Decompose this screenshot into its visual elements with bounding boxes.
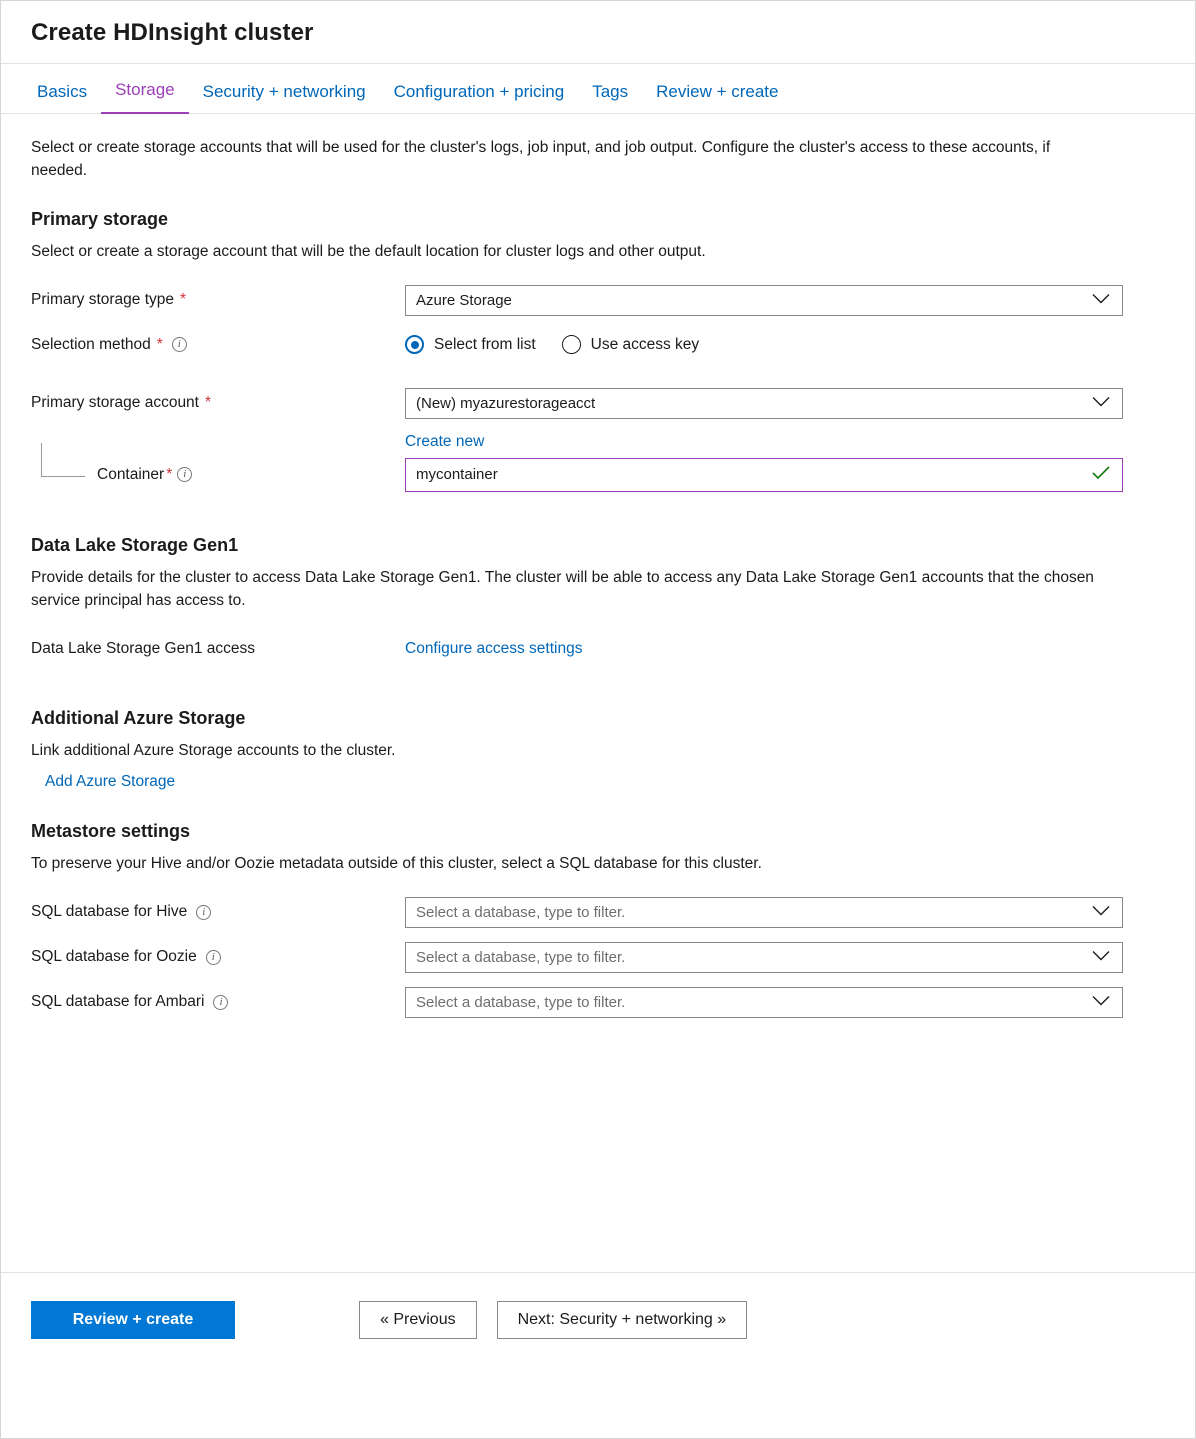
info-icon[interactable]: i <box>213 995 228 1010</box>
info-icon[interactable]: i <box>172 337 187 352</box>
primary-storage-type-label <box>31 291 405 309</box>
sql-database-oozie-select[interactable] <box>405 942 1123 973</box>
sql-database-ambari-label <box>31 993 405 1011</box>
info-icon[interactable]: i <box>196 905 211 920</box>
data-lake-access-label-text: Data Lake Storage Gen1 access <box>31 640 256 658</box>
primary-storage-account-value: (New) myazurestorageacct <box>416 394 596 412</box>
chevron-down-icon <box>1092 994 1110 1011</box>
selection-method-radio-group <box>405 335 699 354</box>
chevron-down-icon <box>1092 904 1110 921</box>
primary-storage-account-label <box>31 394 405 412</box>
additional-storage-description: Link additional Azure Storage accounts to the cluster. <box>31 742 396 760</box>
checkmark-icon <box>1092 466 1110 484</box>
tab-tags[interactable]: Tags <box>592 82 629 101</box>
create-new-link[interactable]: Create new <box>405 432 485 450</box>
container-input[interactable] <box>405 458 1123 492</box>
radio-select-from-list-label: Select from list <box>434 335 536 353</box>
tab-basics[interactable]: Basics <box>37 82 88 101</box>
required-asterisk: * <box>166 465 173 483</box>
sql-database-oozie-label <box>31 948 405 966</box>
primary-storage-type-value: Azure Storage <box>416 291 512 309</box>
storage-tab-content <box>1 114 1195 1269</box>
radio-select-from-list[interactable] <box>405 335 536 354</box>
radio-indicator[interactable] <box>562 335 581 354</box>
additional-storage-heading: Additional Azure Storage <box>31 708 246 729</box>
primary-storage-description: Select or create a storage account that will be the default location for cluster logs and other output. <box>31 242 706 260</box>
sql-database-oozie-label-text: SQL database for Oozie <box>31 948 197 966</box>
primary-storage-type-row <box>31 285 1165 316</box>
sql-database-hive-label <box>31 903 405 921</box>
primary-storage-heading: Primary storage <box>31 208 169 229</box>
intro-text: Select or create storage accounts that will be used for the cluster's logs, job input, and job output. Configure the cluster's access to these accounts, if needed. <box>31 139 1051 180</box>
create-new-storage-account-row <box>405 433 1165 451</box>
next-button[interactable]: Next: Security + networking » <box>497 1301 748 1339</box>
review-create-button[interactable]: Review + create <box>31 1301 235 1339</box>
sql-database-oozie-placeholder: Select a database, type to filter. <box>416 948 626 966</box>
sql-database-hive-label-text: SQL database for Hive <box>31 903 188 921</box>
primary-storage-type-select[interactable] <box>405 285 1123 316</box>
primary-storage-account-select[interactable] <box>405 388 1123 419</box>
footer-action-bar <box>1 1272 1195 1438</box>
data-lake-access-row <box>31 634 1165 664</box>
required-asterisk: * <box>205 394 212 412</box>
primary-storage-account-label-text: Primary storage account <box>31 394 199 412</box>
page-title: Create HDInsight cluster <box>31 19 314 46</box>
tab-storage[interactable]: Storage <box>101 70 189 114</box>
primary-storage-account-row <box>31 388 1165 419</box>
selection-method-label-text: Selection method <box>31 335 151 353</box>
chevron-down-icon <box>1092 949 1110 966</box>
radio-use-access-key[interactable] <box>562 335 700 354</box>
container-label-text: Container <box>97 465 165 483</box>
sql-database-ambari-row <box>31 987 1165 1018</box>
chevron-down-icon <box>1092 395 1110 412</box>
data-lake-access-label <box>31 640 405 658</box>
tab-configuration-pricing[interactable]: Configuration + pricing <box>393 82 565 101</box>
info-icon[interactable]: i <box>206 950 221 965</box>
sql-database-hive-select[interactable] <box>405 897 1123 928</box>
tree-connector-icon <box>41 443 85 477</box>
configure-access-settings-link[interactable]: Configure access settings <box>405 640 583 658</box>
add-azure-storage-link[interactable]: Add Azure Storage <box>45 772 176 790</box>
selection-method-label <box>31 336 405 354</box>
sql-database-oozie-row <box>31 942 1165 973</box>
required-asterisk: * <box>156 335 163 353</box>
container-row <box>31 457 1165 493</box>
tab-bar <box>1 64 1195 114</box>
chevron-down-icon <box>1092 292 1110 309</box>
info-icon[interactable]: i <box>177 467 192 482</box>
required-asterisk: * <box>180 291 187 309</box>
primary-storage-type-label-text: Primary storage type <box>31 291 174 309</box>
data-lake-heading: Data Lake Storage Gen1 <box>31 534 239 555</box>
container-label <box>31 466 405 484</box>
sql-database-ambari-label-text: SQL database for Ambari <box>31 993 205 1011</box>
sql-database-hive-placeholder: Select a database, type to filter. <box>416 903 626 921</box>
sql-database-ambari-select[interactable] <box>405 987 1123 1018</box>
radio-indicator-selected[interactable] <box>405 335 424 354</box>
data-lake-description: Provide details for the cluster to access Data Lake Storage Gen1. The cluster will be able to access any Data Lake Storage Gen1 accounts that the chosen service principal has access to. <box>31 568 1094 609</box>
sql-database-ambari-placeholder: Select a database, type to filter. <box>416 993 626 1011</box>
radio-use-access-key-label: Use access key <box>590 335 700 353</box>
selection-method-row <box>31 330 1165 360</box>
sql-database-hive-row <box>31 897 1165 928</box>
previous-button[interactable]: « Previous <box>359 1301 477 1339</box>
title-bar <box>1 1 1195 64</box>
tab-security-networking[interactable]: Security + networking <box>202 82 366 101</box>
container-value: mycontainer <box>416 466 498 484</box>
metastore-description: To preserve your Hive and/or Oozie metadata outside of this cluster, select a SQL database for this cluster. <box>31 854 762 872</box>
tab-review-create[interactable]: Review + create <box>656 82 779 101</box>
metastore-heading: Metastore settings <box>31 820 191 841</box>
